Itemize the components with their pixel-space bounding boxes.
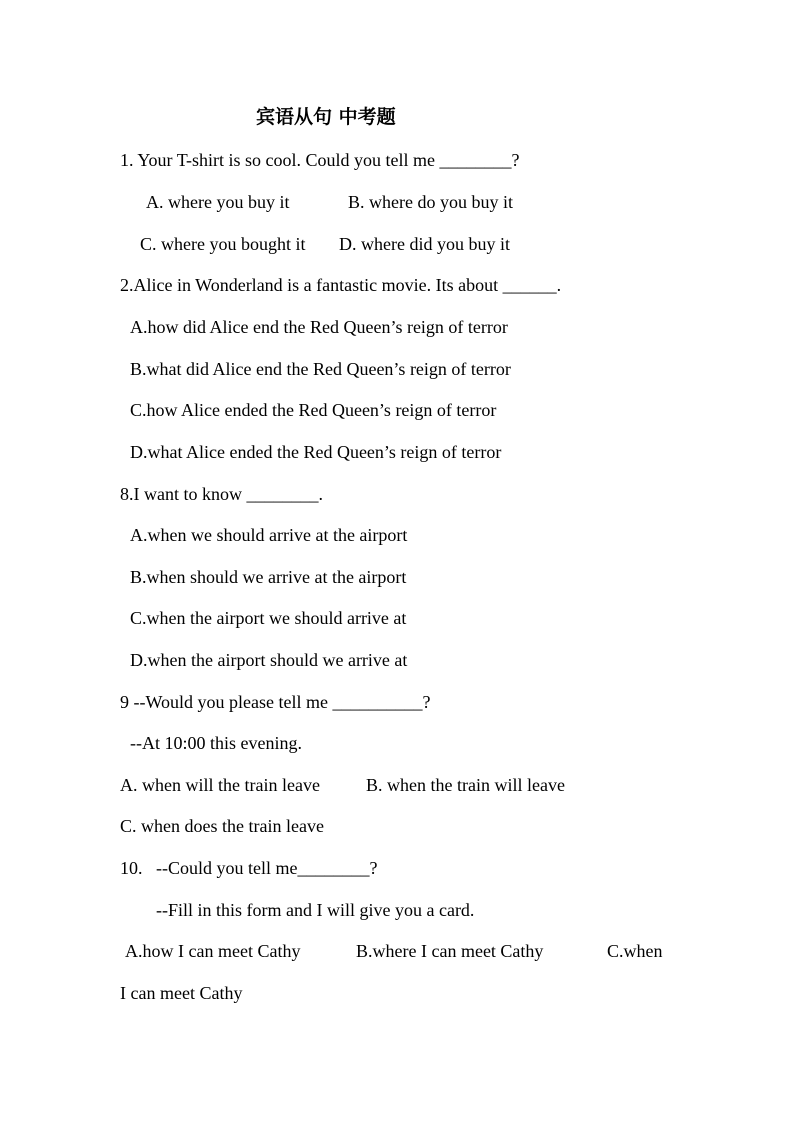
question-1-option-a: A. where you buy it xyxy=(146,192,290,212)
question-9-option-c: C. when does the train leave xyxy=(120,816,324,836)
question-10-option-b: B.where I can meet Cathy xyxy=(356,941,544,961)
question-10-option-a: A.how I can meet Cathy xyxy=(125,941,301,961)
question-2-option-c: C.how Alice ended the Red Queen’s reign of terror xyxy=(130,400,497,420)
question-2-stem: 2.Alice in Wonderland is a fantastic movie. Its about ______. xyxy=(120,275,562,295)
question-9-option-b: B. when the train will leave xyxy=(366,775,565,795)
question-8-option-c: C.when the airport we should arrive at xyxy=(130,608,407,628)
question-1-option-b: B. where do you buy it xyxy=(348,192,513,212)
question-8-option-d: D.when the airport should we arrive at xyxy=(130,650,408,670)
question-10-stem: 10. --Could you tell me________? xyxy=(120,858,378,878)
question-9-option-a: A. when will the train leave xyxy=(120,775,320,795)
question-9-reply: --At 10:00 this evening. xyxy=(130,733,302,753)
question-2-option-a: A.how did Alice end the Red Queen’s reign of terror xyxy=(130,317,508,337)
question-10-option-c: C.when xyxy=(607,941,663,961)
question-1-option-c: C. where you bought it xyxy=(140,234,306,254)
question-8-option-b: B.when should we arrive at the airport xyxy=(130,567,407,587)
question-8-option-a: A.when we should arrive at the airport xyxy=(130,525,408,545)
question-8-stem: 8.I want to know ________. xyxy=(120,484,323,504)
page-title: 宾语从句 中考题 xyxy=(256,106,396,128)
question-2-option-b: B.what did Alice end the Red Queen’s reign of terror xyxy=(130,359,511,379)
question-1-stem: 1. Your T-shirt is so cool. Could you tell me ________? xyxy=(120,150,520,170)
question-2-option-d: D.what Alice ended the Red Queen’s reign of terror xyxy=(130,442,502,462)
question-9-stem: 9 --Would you please tell me __________? xyxy=(120,692,431,712)
question-1-option-d: D. where did you buy it xyxy=(339,234,510,254)
question-10-reply: --Fill in this form and I will give you a card. xyxy=(156,900,475,920)
question-10-option-c-continued: I can meet Cathy xyxy=(120,983,243,1003)
